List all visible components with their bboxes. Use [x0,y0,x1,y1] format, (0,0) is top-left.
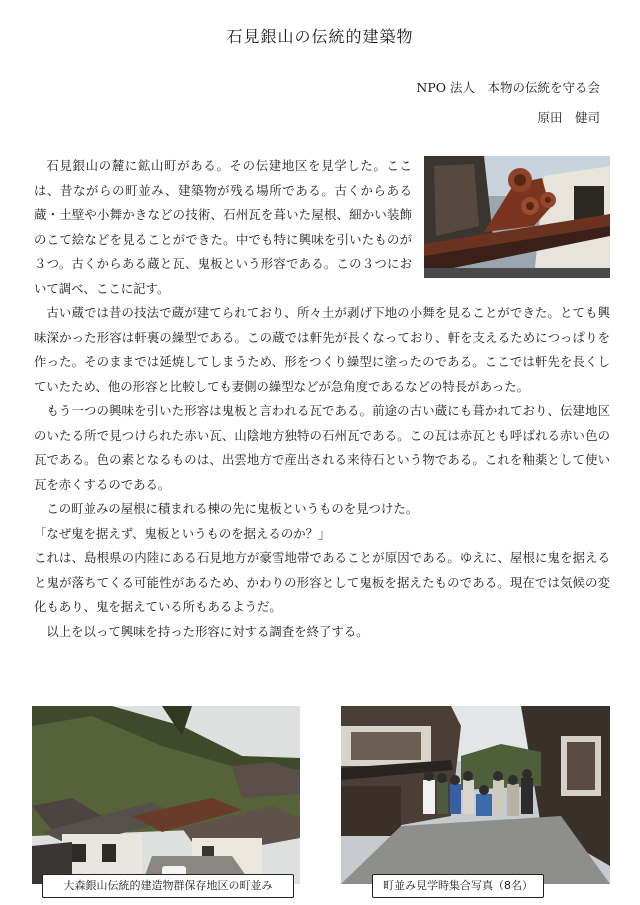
paragraph-1: 石見銀山の麓に鉱山町がある。その伝建地区を見学した。ここは、昔ながらの町並み、建築物が残る場所である。古くからある蔵・土壁や小舞かきなどの技術、石州瓦を葺いた屋根、細かい装飾のこて絵などを見ることができた。中でも特に興味を引いたものが３つ。古くからある蔵と瓦、鬼板という形容である。この３つにおいて調べ、ここに記す。 [34,158,412,296]
paragraph-question: 「なぜ鬼を据えず、鬼板というものを据えるのか？」 [34,525,331,541]
group-photo-caption: 町並み見学時集合写真（8名） [372,874,544,898]
onita-roof-photo [424,156,610,278]
paragraph-2: 古い蔵では昔の技法で蔵が建てられており、所々土が剥げ下地の小舞を見ることができた。とても興味深かった形容は軒裏の繰型である。この蔵では軒先が長くなっており、軒を支えるためにつっぱりを作った。そのままでは延焼してしまうため、形をつくり繰型に塗ったのである。ここでは軒先を長くしていたため、他の形容と比較しても妻側の繰型などが急角度であるなどの特長があった。 [34,305,610,394]
article-body [34,154,610,644]
townscape-caption: 大森銀山伝統的建造物群保存地区の町並み [42,874,294,898]
group-photo [341,706,610,884]
townscape-photo [32,706,300,884]
organization: NPO 法人 本物の伝統を守る会 [416,80,600,95]
paragraph-conclusion: 以上を以って興味を持った形容に対する調査を終了する。 [46,623,369,639]
author-name: 原田 健司 [537,110,600,125]
paragraph-5: これは、島根県の内陸にある石見地方が豪雪地帯であることが原因である。ゆえに、屋根に鬼を据えると鬼が落ちてくる可能性があるため、かわりの形容として鬼板を据えたものである。現在では気候の変化もあり、鬼を据えている所もあるようだ。 [34,550,610,614]
paragraph-4: この町並みの屋根に積まれる棟の先に鬼板というものを見つけた。 [46,501,419,516]
page-title: 石見銀山の伝統的建築物 [226,27,414,46]
paragraph-3: もう一つの興味を引いた形容は鬼板と言われる瓦である。前途の古い蔵にも葺かれており、伝建地区のいたる所で見つけられた赤い瓦、山陰地方独特の石州瓦である。この瓦は赤瓦とも呼ばれる赤い色の瓦である。色の素となるものは、出雲地方で産出される来待石という物である。これを釉薬として使い瓦を赤くするのである。 [34,403,610,492]
